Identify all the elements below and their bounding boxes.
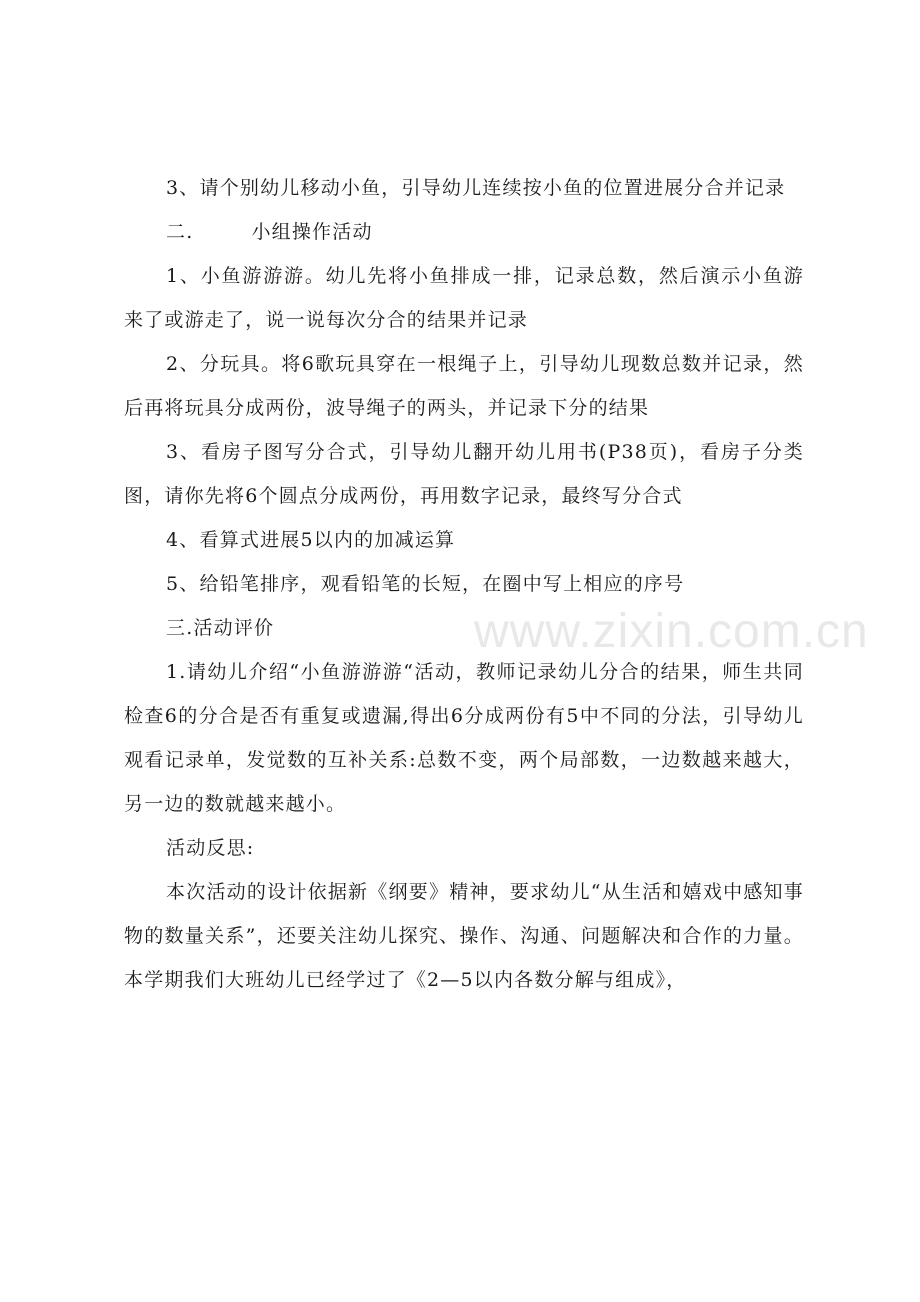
- section-title: 小组操作活动: [251, 221, 373, 243]
- section-heading-reflection: 活动反思:: [166, 837, 255, 859]
- paragraph-fish-swim: 1、小鱼游游游。幼儿先将小鱼排成一排，记录总数，然后演示小鱼游来了或游走了，说一说每次分合的结果并记录: [124, 265, 804, 331]
- section-heading-evaluation: 三.活动评价: [166, 617, 275, 639]
- document-body: [124, 166, 804, 1002]
- paragraph-activity-3: 3、请个别幼儿移动小鱼，引导幼儿连续按小鱼的位置进展分合并记录: [166, 177, 786, 199]
- paragraph-arithmetic: 4、看算式进展5以内的加减运算: [166, 529, 456, 551]
- paragraph-house-picture: 3、看房子图写分合式，引导幼儿翻开幼儿用书(P38页)，看房子分类图，请你先将6个圆点分成两份，再用数字记录，最终写分合式: [124, 441, 804, 507]
- watermark-text: www.zixin.com.cn: [474, 605, 869, 658]
- paragraph-share-toys: 2、分玩具。将6歌玩具穿在一根绳子上，引导幼儿现数总数并记录，然后再将玩具分成两份，波导绳子的两头，并记录下分的结果: [124, 353, 804, 419]
- section-number: 二.: [166, 221, 194, 243]
- paragraph-pencil-sort: 5、给铅笔排序，观看铅笔的长短，在圈中写上相应的序号: [166, 573, 685, 595]
- paragraph-evaluation: 1.请幼儿介绍“小鱼游游游“活动，教师记录幼儿分合的结果，师生共同检查6的分合是否有重复或遗漏,得出6分成两份有5中不同的分法，引导幼儿观看记录单，发觉数的互补关系:总数不变，两个局部数，一边数越来越大，另一边的数就越来越小。: [124, 661, 804, 815]
- section-heading-group-activity: [124, 210, 804, 254]
- paragraph-reflection: 本次活动的设计依据新《纲要》精神，要求幼儿“从生活和嬉戏中感知事物的数量关系”，还要关注幼儿探究、操作、沟通、问题解决和合作的力量。本学期我们大班幼儿已经学过了《2—5以内各数分解与组成》，: [124, 881, 804, 991]
